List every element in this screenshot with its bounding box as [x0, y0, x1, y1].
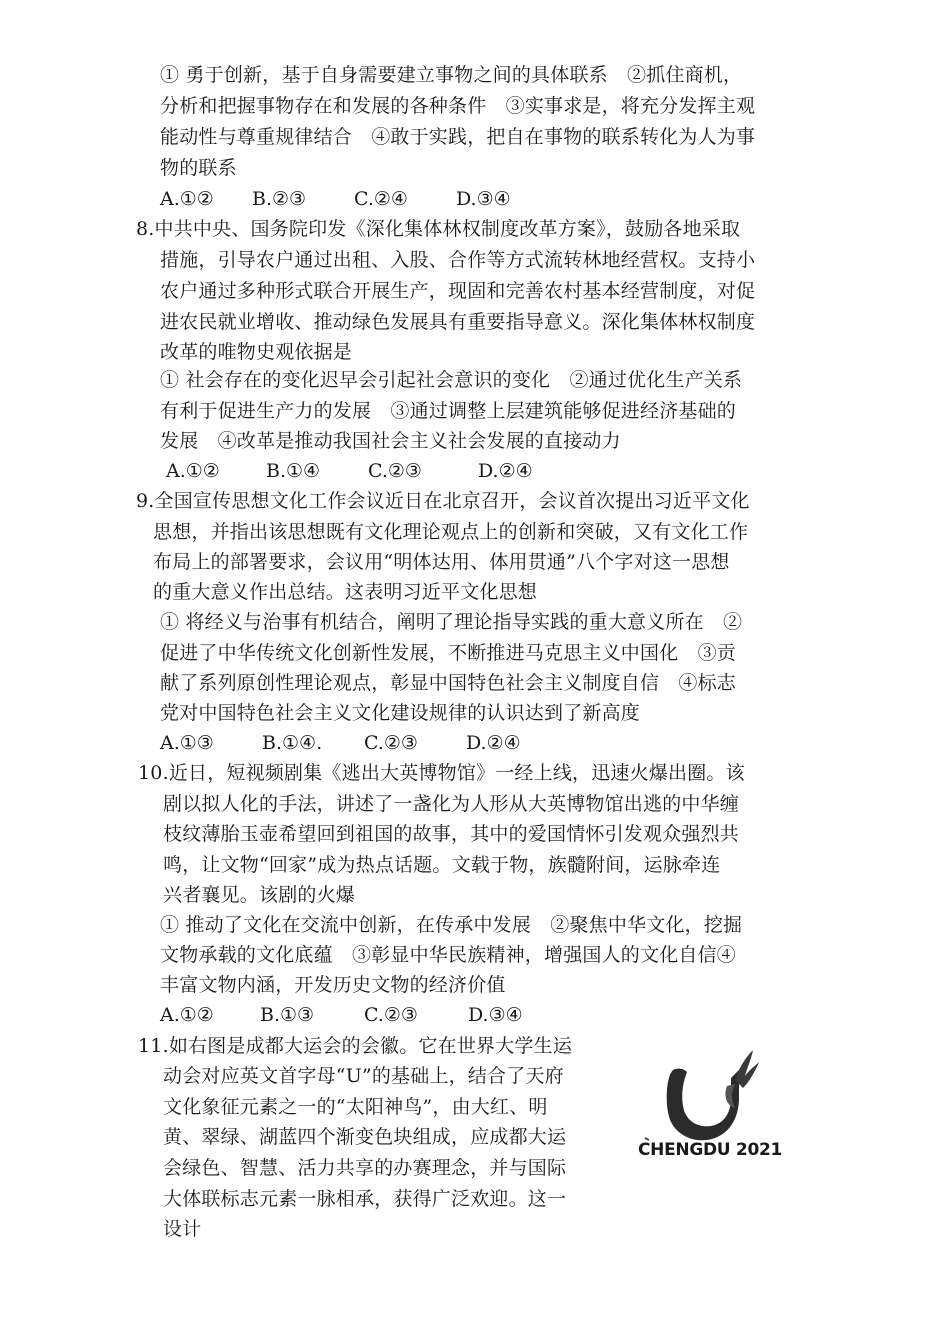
q7-line-2: 分析和把握事物存在和发展的各种条件 ③实事求是，将充分发挥主观 — [160, 95, 756, 117]
q9-line-8: 党对中国特色社会主义文化建设规律的认识达到了新高度 — [160, 702, 641, 724]
emblem-caption: CHENGDU 2021 — [638, 1140, 783, 1160]
q10-option-c[interactable]: C.②③ — [364, 1004, 418, 1026]
q9-line-6: 促进了中华传统文化创新性发展，不断推进马克思主义中国化 ③贡 — [160, 642, 737, 664]
q7-line-1: ① 勇于创新，基于自身需要建立事物之间的具体联系 ②抓住商机， — [160, 64, 743, 86]
u-shape-icon — [667, 1052, 753, 1140]
q7-option-b[interactable]: B.②③ — [252, 188, 307, 210]
q10-line-4: 鸣，让文物“回家”成为热点话题。文载于物，族髓附间，运脉牵连 — [163, 854, 721, 876]
q11-line-4: 黄、翠绿、湖蓝四个渐变色块组成，应成都大运 — [163, 1126, 567, 1148]
q10-line-5: 兴者襄见。该剧的火爆 — [163, 884, 356, 906]
q9-line-3: 布局上的部署要求，会议用“明体达用、体用贯通”八个字对这一思想 — [153, 551, 730, 573]
q8-options — [166, 456, 533, 486]
q7-line-4: 物的联系 — [160, 157, 237, 179]
q10-line-2: 剧以拟人化的手法，讲述了一盏化为人形从大英博物馆出逃的中华缠 — [163, 793, 740, 815]
q11-line-6: 大体联标志元素一脉相承，获得广泛欢迎。这一 — [163, 1188, 567, 1210]
q9-options — [160, 728, 521, 758]
q7-option-c[interactable]: C.②④ — [354, 188, 408, 210]
q8-line-7: 有利于促进生产力的发展 ③通过调整上层建筑能够促进经济基础的 — [160, 400, 737, 422]
q9-line-2: 思想，并指出该思想既有文化理论观点上的创新和突破，又有文化工作 — [153, 521, 749, 543]
q11-line-3: 文化象征元素之一的“太阳神鸟”，由大红、明 — [163, 1096, 548, 1118]
q9-option-c[interactable]: C.②③ — [364, 732, 418, 754]
q11-line-5: 会绿色、智慧、活力共享的办赛理念，并与国际 — [163, 1157, 567, 1179]
q9-option-a[interactable]: A.①③ — [160, 732, 214, 754]
q10-line-6: ① 推动了文化在交流中创新，在传承中发展 ②聚焦中华文化，挖掘 — [160, 914, 743, 936]
q10-option-b[interactable]: B.①③ — [260, 1004, 315, 1026]
q10-option-d[interactable]: D.③④ — [468, 1004, 523, 1026]
q8-line-2: 措施，引导农户通过出租、入股、合作等方式流转林地经营权。支持小 — [160, 249, 756, 271]
q8-line-5: 改革的唯物史观依据是 — [160, 341, 353, 363]
q10-line-7: 文物承载的文化底蕴 ③彰显中华民族精神，增强国人的文化自信④ — [160, 944, 737, 966]
q8-line-8: 发展 ④改革是推动我国社会主义社会发展的直接动力 — [160, 430, 621, 452]
q7-option-d[interactable]: D.③④ — [456, 188, 511, 210]
q8-line-4: 进农民就业增收、推动绿色发展具有重要指导意义。深化集体林权制度 — [160, 311, 756, 333]
q8-line-3: 农户通过多种形式联合开展生产，现固和完善农村基本经营制度，对促 — [160, 280, 756, 302]
q10-option-a[interactable]: A.①② — [160, 1004, 214, 1026]
q11-line-2: 动会对应英文首字母“U”的基础上，结合了天府 — [163, 1065, 564, 1087]
q7-options — [160, 184, 511, 214]
sun-bird-flame-icon — [735, 1050, 759, 1088]
q10-line-8: 丰富文物内涵，开发历史文物的经济价值 — [160, 974, 506, 996]
q9-line-5: ① 将经义与治事有机结合，阐明了理论指导实践的重大意义所在 ② — [160, 611, 743, 633]
q8-line-1: 8.中共中央、国务院印发《深化集体林权制度改革方案》，鼓励各地采取 — [136, 218, 741, 240]
q7-option-a[interactable]: A.①② — [160, 188, 214, 210]
q9-line-4: 的重大意义作出总结。这表明习近平文化思想 — [153, 581, 538, 603]
q9-option-d[interactable]: D.②④ — [466, 732, 521, 754]
q8-option-c[interactable]: C.②③ — [368, 460, 422, 482]
q11-line-1: 11.如右图是成都大运会的会徽。它在世界大学生运 — [138, 1035, 573, 1057]
q10-line-1: 10.近日，短视频剧集《逃出大英博物馆》一经上线，迅速火爆出圈。该 — [138, 762, 745, 784]
q10-options — [160, 1000, 523, 1030]
q9-line-1: 9.全国宣传思想文化工作会议近日在北京召开，会议首次提出习近平文化 — [136, 490, 750, 512]
q11-line-7: 设计 — [163, 1218, 202, 1240]
q8-option-d[interactable]: D.②④ — [478, 460, 533, 482]
q8-option-a[interactable]: A.①② — [166, 460, 220, 482]
q9-option-b[interactable]: B.①④. — [262, 732, 323, 754]
q8-line-6: ① 社会存在的变化迟早会引起社会意识的变化 ②通过优化生产关系 — [160, 369, 743, 391]
q7-line-3: 能动性与尊重规律结合 ④敢于实践，把自在事物的联系转化为人为事 — [160, 126, 756, 148]
q8-option-b[interactable]: B.①④ — [266, 460, 321, 482]
q9-line-7: 献了系列原创性理论观点，彰显中国特色社会主义制度自信 ④标志 — [160, 672, 737, 694]
q10-line-3: 枝纹薄胎玉壶希望回到祖国的故事，其中的爱国情怀引发观众强烈共 — [163, 823, 740, 845]
